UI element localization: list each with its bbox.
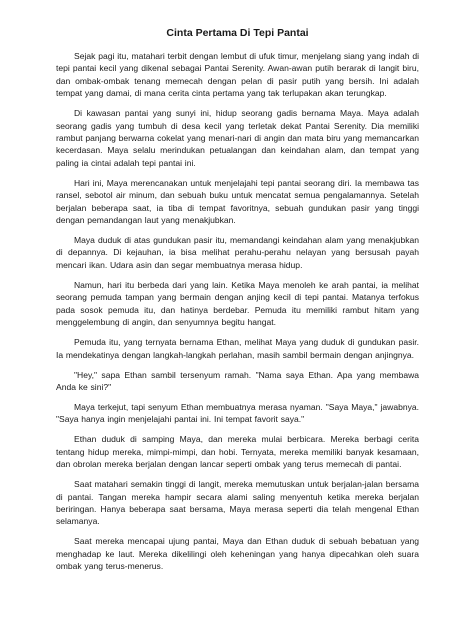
paragraph-4: Maya duduk di atas gundukan pasir itu, memandangi keindahan alam yang menakjubkan di depannya. Di kejauhan, ia bisa melihat perahu-perahu nelayan yang bersusah payah mencari ikan. Udara asin dan segar membuatnya merasa hidup. xyxy=(56,235,419,270)
paragraph-5: Namun, hari itu berbeda dari yang lain. Ketika Maya menoleh ke arah pantai, ia melihat seorang pemuda tampan yang bermain dengan anjing kecil di tepi pantai. Matanya terfokus pada sosok pemuda itu, dan hatinya berdebar. Pemuda itu memiliki rambut hitam yang menggelembung di angin, dan senyumnya begitu hangat. xyxy=(56,279,419,328)
paragraph-6: Pemuda itu, yang ternyata bernama Ethan, melihat Maya yang duduk di gundukan pasir. Ia mendekatinya dengan langkah-langkah perlahan, masih sambil bermain dengan anjingnya. xyxy=(56,337,419,360)
document-title: Cinta Pertama Di Tepi Pantai xyxy=(166,27,309,39)
paragraph-7: "Hey," sapa Ethan sambil tersenyum ramah. "Nama saya Ethan. Apa yang membawa Anda ke sini?" xyxy=(56,369,419,392)
paragraph-11: Saat mereka mencapai ujung pantai, Maya dan Ethan duduk di sebuah bebatuan yang menghadap ke laut. Mereka dikelilingi oleh keheningan yang hanya dipecahkan oleh suara ombak yang terus-menerus. xyxy=(56,536,419,572)
paragraph-8: Maya terkejut, tapi senyum Ethan membuatnya merasa nyaman. "Saya Maya," jawabnya. "Saya hanya ingin menjelajahi pantai ini. Ini tempat favorit saya." xyxy=(56,401,419,425)
paragraph-2: Di kawasan pantai yang sunyi ini, hidup seorang gadis bernama Maya. Maya adalah seorang gadis yang tumbuh di desa kecil yang terletak dekat Pantai Serenity. Dia memiliki rambut panjang berwarna cokelat yang menari-nari di angin dan mata biru yang memancarkan kecerdasan. Maya selalu merindukan petualangan dan keindahan alam, dan tempat yang paling ia cintai adalah tepi pantai ini. xyxy=(56,108,419,168)
paragraph-1: Sejak pagi itu, matahari terbit dengan lembut di ufuk timur, menjelang siang yang indah di tepi pantai kecil yang dikenal sebagai Pantai Serenity. Awan-awan putih berarak di langit biru, dan ombak-ombak tenang memecah dengan pelan di pasir putih yang bersih. Ini adalah tempat yang damai, di mana cerita cinta pertama yang tak terlupakan akan terungkap. xyxy=(56,51,419,99)
paragraph-9: Ethan duduk di samping Maya, dan mereka mulai berbicara. Mereka berbagi cerita tentang hidup mereka, mimpi-mimpi, dan hobi. Ternyata, mereka memiliki banyak kesamaan, dan obrolan mereka berjalan dengan lancar seperti ombak yang terus memecah di pantai. xyxy=(56,434,419,470)
paragraph-10: Saat matahari semakin tinggi di langit, mereka memutuskan untuk berjalan-jalan bersama di pantai. Tangan mereka hampir secara alami saling menyentuh ketika mereka berjalan beriringan. Hanya beberapa saat bersama, Maya merasa seperti dia telah mengenal Ethan selamanya. xyxy=(56,479,419,527)
paragraph-3: Hari ini, Maya merencanakan untuk menjelajahi tepi pantai seorang diri. Ia membawa tas ransel, sebotol air minum, dan sebuah buku untuk mencatat semua pengalamannya. Setelah berjalan beberapa saat, ia tiba di tempat favoritnya, sebuah gundukan pasir yang tinggi dengan pemandangan laut yang menakjubkan. xyxy=(56,177,419,226)
